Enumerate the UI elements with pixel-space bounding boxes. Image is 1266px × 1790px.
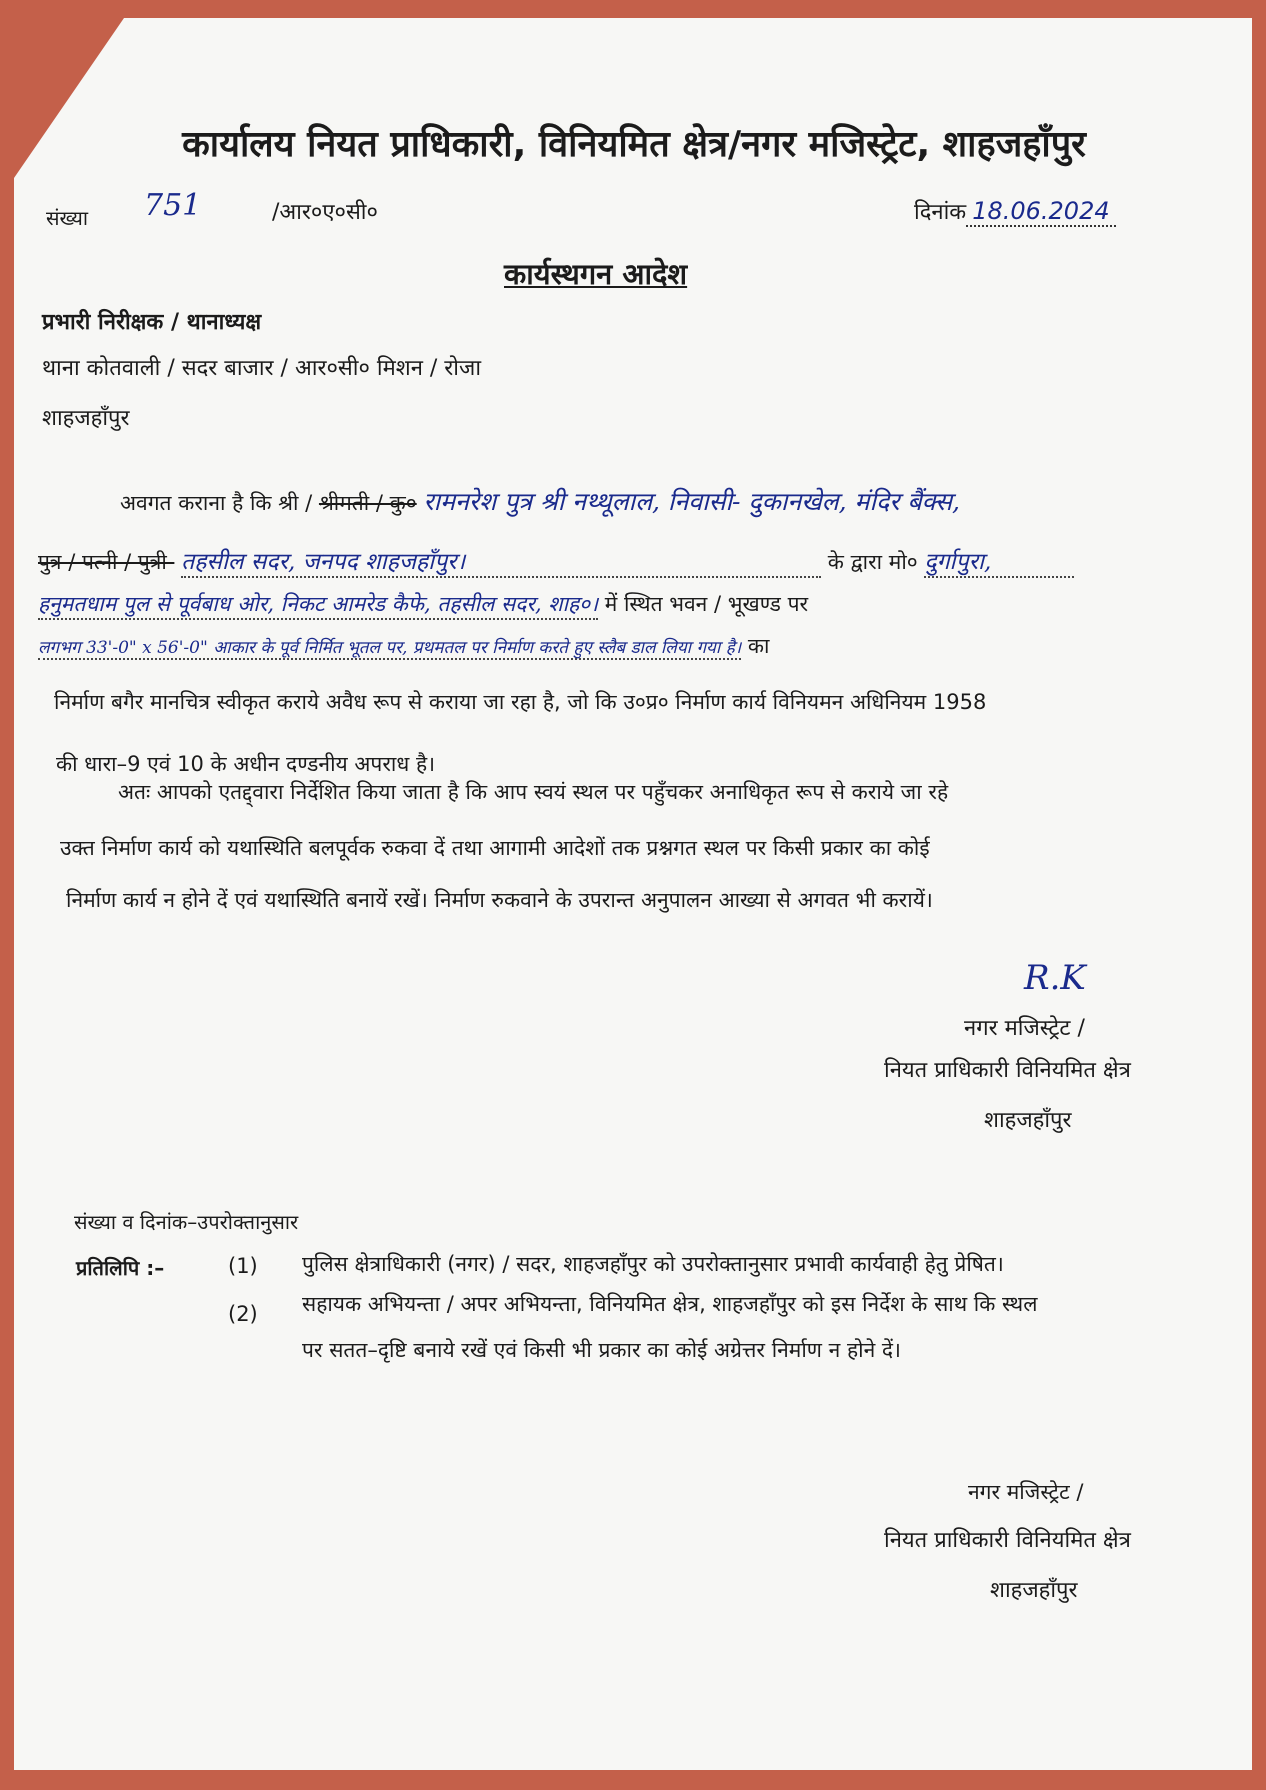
document-page <box>14 18 1252 1770</box>
copy-item-2-number: (2) <box>228 1302 258 1326</box>
body-paragraph-4: उक्त निर्माण कार्य को यथास्थिति बलपूर्वक रुकवा दें तथा आगामी आदेशों तक प्रश्नगत स्थल पर किसी प्रकार का कोई <box>60 836 930 860</box>
signature-location: शाहजहाँपुर <box>984 1108 1072 1133</box>
footer-signature-location: शाहजहाँपुर <box>990 1578 1078 1603</box>
copy-item-1-text: पुलिस क्षेत्राधिकारी (नगर) / सदर, शाहजहाँपुर को उपरोक्तानुसार प्रभावी कार्यवाही हेतु प्रेषित। <box>302 1252 1004 1276</box>
form-l2-mid: के द्वारा मो० <box>827 550 918 574</box>
reference-suffix: /आर०ए०सी० <box>272 200 378 225</box>
body-paragraph-1: निर्माण बगैर मानचित्र स्वीकृत कराये अवैध रूप से कराया जा रहा है, जो कि उ०प्र० निर्माण कार्य विनियमन अधिनियम 1958 <box>54 690 987 714</box>
footer-signature-designation-1: नगर मजिस्ट्रेट / <box>968 1480 1084 1504</box>
order-title: कार्यस्थगन आदेश <box>504 257 688 291</box>
form-l4-handwritten: लगभग 33'-0" x 56'-0" आकार के पूर्व निर्मित भूतल पर, प्रथमतल पर निर्माण करते हुए स्लैब डाल लिया गया है। <box>38 635 741 660</box>
reference-number: 751 <box>144 188 202 223</box>
body-paragraph-5: निर्माण कार्य न होने दें एवं यथास्थिति बनायें रखें। निर्माण रुकवाने के उपरान्त अनुपालन आख्या से अगवत भी करायें। <box>66 888 933 912</box>
addressee-line3: शाहजहाँपुर <box>42 406 130 431</box>
addressee-line1: प्रभारी निरीक्षक / थानाध्यक्ष <box>42 310 262 335</box>
date-value: 18.06.2024 <box>966 197 1115 227</box>
form-l2-handwritten: तहसील सदर, जनपद शाहजहाँपुर। <box>181 544 821 578</box>
copy-item-1-number: (1) <box>228 1254 258 1278</box>
form-line-3 <box>38 590 1248 620</box>
body-paragraph-2: की धारा–9 एवं 10 के अधीन दण्डनीय अपराध है। <box>56 752 436 776</box>
form-l1-struck: श्रीमती / कु० <box>318 491 417 515</box>
copy-item-2-text-a: सहायक अभियन्ता / अपर अभियन्ता, विनियमित क्षेत्र, शाहजहाँपुर को इस निर्देश के साथ कि स्थल <box>302 1292 1038 1316</box>
folded-corner <box>14 18 124 178</box>
date-label: दिनांक <box>914 200 967 225</box>
form-line-2 <box>38 544 1248 578</box>
form-l4-suffix: का <box>747 634 770 658</box>
body-paragraph-3: अतः आपको एतद्द्वारा निर्देशित किया जाता है कि आप स्वयं स्थल पर पहुँचकर अनाधिकृत रूप से कराये जा रहे <box>118 780 949 804</box>
signature-designation-2: नियत प्राधिकारी विनियमित क्षेत्र <box>884 1058 1131 1083</box>
form-l3-suffix: में स्थित भवन / भूखण्ड पर <box>604 592 809 616</box>
copy-reference-line: संख्या व दिनांक–उपरोक्तानुसार <box>74 1210 299 1234</box>
form-l2-struck: पुत्र / पत्नी / पुत्री- <box>38 550 175 574</box>
addressee-line2: थाना कोतवाली / सदर बाजार / आर०सी० मिशन / रोजा <box>42 356 482 381</box>
form-l1-handwritten: रामनरेश पुत्र श्री नथ्थूलाल, निवासी- दुकानखेल, मंदिर बैंक्स, <box>423 487 960 516</box>
office-header: कार्यालय नियत प्राधिकारी, विनियमित क्षेत्र/नगर मजिस्ट्रेट, शाहजहाँपुर <box>182 124 1086 165</box>
footer-signature-designation-2: नियत प्राधिकारी विनियमित क्षेत्र <box>884 1528 1131 1553</box>
date-field <box>914 196 1116 226</box>
copy-item-2-text-b: पर सतत–दृष्टि बनाये रखें एवं किसी भी प्रकार का कोई अग्रेत्तर निर्माण न होने दें। <box>302 1338 902 1362</box>
form-line-1 <box>120 484 960 518</box>
signature-designation-1: नगर मजिस्ट्रेट / <box>964 1016 1085 1041</box>
reference-label: संख्या <box>46 206 88 230</box>
form-l1-prefix: अवगत कराना है कि श्री / <box>120 491 313 515</box>
form-l2-handwritten-2: दुर्गापुरा, <box>924 544 1074 578</box>
handwritten-signature: R.K <box>1024 958 1086 998</box>
form-line-4 <box>38 632 1248 660</box>
form-l3-handwritten: हनुमतधाम पुल से पूर्वबाध ओर, निकट आमरेड कैफे, तहसील सदर, शाह०। <box>38 590 598 620</box>
copy-label: प्रतिलिपि :– <box>76 1256 165 1280</box>
